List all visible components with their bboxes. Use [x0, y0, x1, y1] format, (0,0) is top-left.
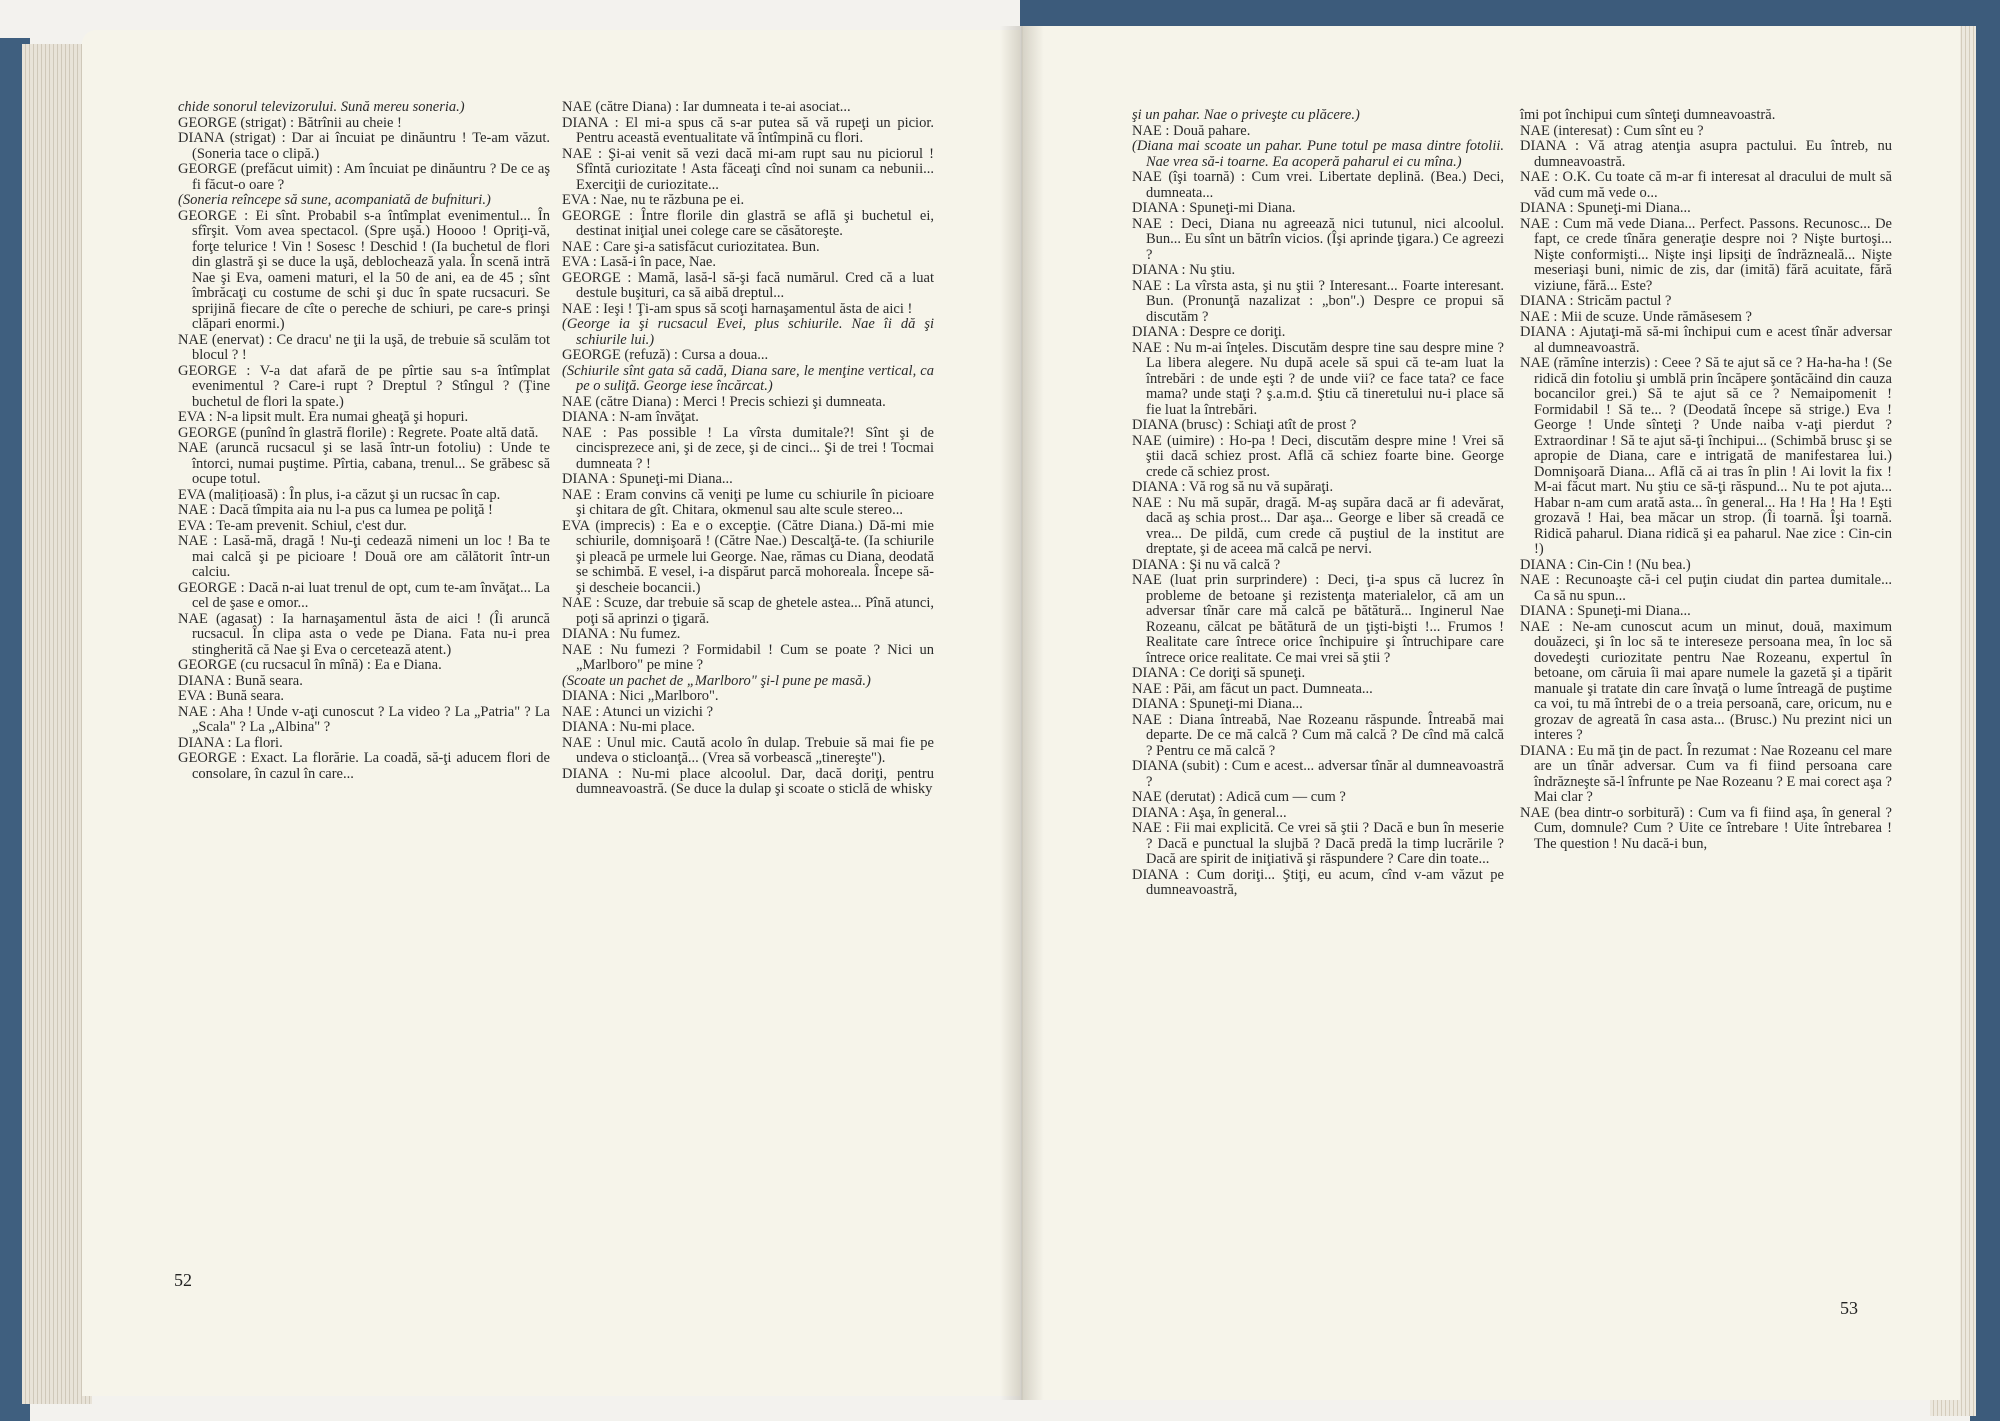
- text-paragraph: DIANA : Şi nu vă calcă ?: [1132, 556, 1281, 573]
- text-paragraph: NAE : Şi-ai venit să vezi dacă mi-am rupt sau nu piciorul ! Sfîntă curiozitate ! Asta făceaţi cînd noi sunam ca nebunii... Exerciţii de curiozitate...: [562, 145, 934, 193]
- text-paragraph: GEORGE (refuză) : Cursa a doua...: [562, 347, 769, 363]
- text-paragraph: NAE : La vîrsta asta, şi nu ştii ? Interesant... Foarte interesant. Bun. (Pronunţă nazalizat : „bon".) Despre ce propui să discutăm ?: [1132, 277, 1504, 325]
- text-paragraph: EVA : Lasă-i în pace, Nae.: [562, 254, 716, 270]
- text-paragraph: NAE (derutat) : Adică cum — cum ?: [1132, 789, 1346, 805]
- text-paragraph: DIANA : Stricăm pactul ?: [1520, 293, 1672, 309]
- text-paragraph: NAE : Nu fumezi ? Formidabil ! Cum se poate ? Nici un „Marlboro" pe mine ?: [562, 641, 934, 673]
- text-paragraph: NAE : Fii mai explicită. Ce vrei să ştii ? Dacă e bun în meserie ? Dacă e punctual la slujbă ? Dacă predă la timp lucrările ? Dacă are spirit de iniţiativă şi răspundere ? Care din toate...: [1132, 820, 1504, 867]
- text-paragraph: DIANA : Bună seara.: [178, 672, 303, 689]
- text-paragraph: NAE : Unul mic. Caută acolo în dulap. Trebuie să mai fie pe undeva o sticloanţă... (Vrea să vorbească „tinereşte").: [562, 734, 934, 766]
- text-paragraph: NAE (către Diana) : Merci ! Precis schiezi şi dumneata.: [562, 393, 886, 410]
- text-paragraph: DIANA : Vă atrag atenţia asupra pactului. Eu întreb, nu dumneavoastră.: [1520, 138, 1892, 170]
- text-paragraph: NAE : Aha ! Unde v-aţi cunoscut ? La video ? La „Patria" ? La „Scala" ? La „Albina" ?: [178, 703, 550, 735]
- text-paragraph: NAE (rămîne interzis) : Ceee ? Să te ajut să ce ? Ha-ha-ha ! (Se ridică din fotoliu şi umblă prin încăpere şontăcăind din cauza bocancilor grei.) Să te ajut să ce ? Nemaipomenit ! Formidabil ! Să te... ? (Deodată începe să strige.) Eva ! George ! Unde sînteţi ? Unde naiba v-aţi pierdut ? Extraordinar ! Să te ajut să-ţi închipui... (Schimbă brusc şi se apropie de Diana, care e intrigată de manifestarea lui.) Domnişoară Diana... Află că ai tras în plin ! Ai lovit la fix ! M-ai făcut mart. Nu ştiu ce să-ţi răspund... Nu te pot ajuta... Habar n-am cum arată asta... în general... Ha ! Ha ! Ha ! Eşti grozavă ! Hai, bea măcar un strop. (Îi toarnă. Îşi toarnă. Ridică paharul. Diana ridică şi ea paharul. Nae zice : Cin-cin !): [1520, 355, 1892, 557]
- text-paragraph: DIANA (strigat) : Dar ai încuiat pe dinăuntru ! Te-am văzut. (Soneria tace o clipă.): [178, 130, 550, 162]
- text-paragraph: EVA (malițioasă) : În plus, i-a căzut şi un rucsac în cap.: [178, 486, 501, 503]
- text-paragraph: EVA : Nae, nu te răzbuna pe ei.: [562, 192, 745, 208]
- left-page-column-1: [178, 100, 550, 782]
- text-paragraph: GEORGE : Ei sînt. Probabil s-a întîmplat evenimentul... În sfîrşit. Vom avea spectacol. (Spre uşă.) Hoooo ! Opriţi-vă, forţe telurice ! Vin ! Sosesc ! Deschid ! (Ia buchetul de flori din glastră şi se duce la uşă, deblochează yala. În scenă intră Nae şi Eva, oameni maturi, el la 50 de ani, ea de 45 ; sînt îmbrăcaţi cu costume de schi şi duc în spate rucsacuri. Se sprijină fiecare de cîte o pereche de schiuri, pe care-s prinşi clăpari enormi.): [178, 207, 550, 332]
- text-paragraph: GEORGE : Între florile din glastră se află şi buchetul ei, destinat iniţial unei colege care se căsătoreşte.: [562, 207, 934, 239]
- text-paragraph: DIANA (subit) : Cum e acest... adversar tînăr al dumneavoastră ?: [1132, 758, 1504, 790]
- text-paragraph: DIANA : Ce doriţi să spuneţi.: [1132, 665, 1306, 681]
- text-paragraph: NAE (bea dintr-o sorbitură) : Cum va fi fiind aşa, în general ? Cum, domnule? Cum ? Uite ce întrebare ! Uite întrebarea ! The question ! Nu dacă-i bun,: [1520, 804, 1892, 852]
- text-paragraph: NAE : Cum mă vede Diana... Perfect. Passons. Recunosc... De fapt, ce crede tînăra generaţie despre noi ? Nişte burtoşi... Nişte conformişti... Nişte inşi lipsiţi de îndrăzneală... Nişte meseriaşi buni, nimic de zis, dar (imită) fără acuitate, fără viziune, fără... Este?: [1520, 215, 1892, 294]
- text-paragraph: NAE : Două pahare.: [1132, 122, 1251, 139]
- text-paragraph: NAE : O.K. Cu toate că m-ar fi interesat al dracului de mult să văd cum mă vede o...: [1520, 169, 1892, 201]
- text-paragraph: DIANA : Cum doriţi... Ştiţi, eu acum, cînd v-am văzut pe dumneavoastră,: [1132, 866, 1504, 898]
- text-paragraph: DIANA : Spuneţi-mi Diana...: [1520, 603, 1691, 619]
- text-paragraph: GEORGE (strigat) : Bătrînii au cheie !: [178, 114, 402, 131]
- text-paragraph: NAE (îşi toarnă) : Cum vrei. Libertate deplină. (Bea.) Deci, dumneata...: [1132, 169, 1504, 201]
- text-paragraph: DIANA : Nu ştiu.: [1132, 262, 1236, 278]
- text-paragraph: (Diana mai scoate un pahar. Pune totul pe masa dintre fotolii. Nae vrea să-i toarne. Ea acoperă paharul ei cu mîna.): [1132, 138, 1504, 170]
- text-paragraph: NAE (enervat) : Ce dracu' ne ţii la uşă, de trebuie să sculăm tot blocul ? !: [178, 331, 550, 363]
- text-paragraph: DIANA : N-am învăţat.: [562, 409, 699, 425]
- text-paragraph: (Scoate un pachet de „Marlboro" şi-l pune pe masă.): [562, 672, 871, 689]
- top-cover-edge: [1020, 0, 2000, 26]
- text-paragraph: şi un pahar. Nae o priveşte cu plăcere.): [1132, 107, 1360, 123]
- text-paragraph: NAE : Scuze, dar trebuie să scap de ghetele astea... Pînă atunci, poţi să aprinzi o ţigară.: [562, 595, 934, 627]
- text-paragraph: NAE (către Diana) : Iar dumneata i te-ai asociat...: [562, 99, 851, 115]
- text-paragraph: GEORGE : Mamă, lasă-l să-şi facă numărul. Cred că a luat destule buşituri, ca să aibă dreptul...: [562, 269, 934, 301]
- text-paragraph: NAE : Diana întreabă, Nae Rozeanu răspunde. Întreabă mai departe. De ce mă calcă ? Cum mă calcă ? De cînd mă calcă ? Pentru ce mă calcă ?: [1132, 711, 1504, 759]
- text-paragraph: DIANA : La flori.: [178, 734, 283, 751]
- text-paragraph: DIANA : Eu mă ţin de pact. În rezumat : Nae Rozeanu cel mare are un tînăr adversar. Cum va fi fiind persoana care îndrăzneşte să-l înfrunte pe Nae Rozeanu ? E mai corect aşa ? Mai clar ?: [1520, 742, 1892, 805]
- text-paragraph: EVA : Te-am prevenit. Schiul, c'est dur.: [178, 517, 407, 534]
- text-paragraph: DIANA : Spuneţi-mi Diana...: [1132, 696, 1303, 712]
- page-number-left: 52: [174, 1270, 192, 1290]
- text-paragraph: NAE : Lasă-mă, dragă ! Nu-ţi cedează nimeni un loc ! Ba te mai calcă şi pe picioare ! Două ore am călătorit într-un calciu.: [178, 533, 550, 580]
- text-paragraph: EVA : N-a lipsit mult. Era numai gheaţă şi hopuri.: [178, 409, 469, 425]
- text-paragraph: GEORGE (cu rucsacul în mînă) : Ea e Diana.: [178, 657, 442, 673]
- text-paragraph: (Soneria reîncepe să sune, acompaniată de bufnituri.): [178, 192, 491, 208]
- book-gutter: [1000, 26, 1044, 1400]
- left-page: [82, 30, 1020, 1396]
- text-paragraph: (George ia şi rucsacul Evei, plus schiurile. Nae îi dă şi schiurile lui.): [562, 316, 934, 348]
- text-paragraph: DIANA : Cin-Cin ! (Nu bea.): [1520, 556, 1691, 573]
- text-paragraph: DIANA : Spuneţi-mi Diana.: [1132, 200, 1296, 216]
- text-paragraph: DIANA : Spuneţi-mi Diana...: [562, 471, 733, 487]
- text-paragraph: EVA : Bună seara.: [178, 688, 285, 704]
- text-paragraph: DIANA : Despre ce doriţi.: [1132, 324, 1286, 340]
- text-paragraph: NAE : Ieşi ! Ţi-am spus să scoţi harnaşamentul ăsta de aici !: [562, 300, 913, 317]
- text-paragraph: NAE : Care şi-a satisfăcut curiozitatea. Bun.: [562, 238, 820, 255]
- text-paragraph: NAE : Eram convins că veniţi pe lume cu schiurile în picioare şi chitara de gît. Chitara, okmenul sau alte scule stereo...: [562, 486, 934, 518]
- text-paragraph: DIANA : Aşa, în general...: [1132, 804, 1287, 821]
- right-page: [1022, 26, 1960, 1400]
- text-paragraph: DIANA : Nu fumez.: [562, 626, 681, 642]
- text-paragraph: DIANA : Ajutaţi-mă să-mi închipui cum e acest tînăr adversar al dumneavoastră.: [1520, 324, 1892, 356]
- text-paragraph: NAE (interesat) : Cum sînt eu ?: [1520, 122, 1704, 139]
- text-paragraph: DIANA : Nu-mi place alcoolul. Dar, dacă doriţi, pentru dumneavoastră. (Se duce la dulap şi scoate o sticlă de whisky: [562, 765, 934, 797]
- text-paragraph: NAE (uimire) : Ho-pa ! Deci, discutăm despre mine ! Vrei să ştii dacă schiez prost. Află că schiez foarte bine. George crede că schiez prost.: [1132, 432, 1504, 480]
- text-paragraph: EVA (imprecis) : Ea e o excepţie. (Către Diana.) Dă-mi mie schiurile, domnişoară ! (Către Nae.) Descalţă-te. (Ia schiurile şi pleacă pe urmele lui George. Nae, rămas cu Diana, deodată se schimbă. E vesel, i-a dispărut parcă mohoreala. Începe să-şi descheie bocancii.): [562, 517, 934, 596]
- text-paragraph: DIANA : El mi-a spus că s-ar putea să vă rupeţi un picior. Pentru această eventualitate vă întîmpină cu flori.: [562, 114, 934, 146]
- text-paragraph: GEORGE : Exact. La florărie. La coadă, să-ţi aducem flori de consolare, în cazul în care...: [178, 750, 550, 782]
- text-paragraph: NAE : Dacă tîmpita aia nu l-a pus ca lumea pe poliţă !: [178, 502, 493, 518]
- text-paragraph: GEORGE (punînd în glastră florile) : Regrete. Poate altă dată.: [178, 424, 539, 441]
- text-paragraph: GEORGE (prefăcut uimit) : Am încuiat pe dinăuntru ? De ce aş fi făcut-o oare ?: [178, 161, 550, 193]
- text-paragraph: NAE : Recunoaşte că-i cel puţin ciudat din partea dumitale... Ca să nu spun...: [1520, 572, 1892, 604]
- text-paragraph: DIANA : Nu-mi place.: [562, 719, 695, 735]
- text-paragraph: NAE : Pas possible ! La vîrsta dumitale?! Sînt şi de cincisprezece ani, şi de zece, şi de cinci... Şi de trei ! Tocmai dumneata ? !: [562, 424, 934, 472]
- text-paragraph: NAE : Nu m-ai înţeles. Discutăm despre tine sau despre mine ? La libera alegere. Nu după acele să spui că te-am luat la întrebări : de unde eşti ? de unde vii? ce face tata? ce face mama? unde staţi ? ş.a.m.d. Ştiu că tineretului nu-i place să fie luat la întrebări.: [1132, 339, 1504, 418]
- text-paragraph: GEORGE : Dacă n-ai luat trenul de opt, cum te-am învăţat... La cel de şase e omor...: [178, 579, 550, 611]
- text-paragraph: NAE (luat prin surprindere) : Deci, ţi-a spus că lucrez în probleme de betoane şi rezistenţa materialelor, că am un adversar tînăr care mă calcă pe bătătură... Inginerul Nae Rozeanu, călcat pe bătătură de un ţişti-bişti !... Frumos ! Realitate care întrece orice închipuire şi întruchipare care întrece orice realitate. Ce mai vrei să ştii ?: [1132, 572, 1504, 666]
- text-paragraph: DIANA : Nici „Marlboro".: [562, 688, 719, 704]
- text-paragraph: DIANA : Vă rog să nu vă supăraţi.: [1132, 479, 1334, 495]
- right-page-column-2: [1520, 108, 1892, 852]
- text-paragraph: DIANA (brusc) : Schiaţi atît de prost ?: [1132, 417, 1357, 433]
- text-paragraph: NAE : Nu mă supăr, dragă. M-aş supăra dacă ar fi adevărat, dacă aş schia prost... Dar aşa... George e liber să creadă ce vrea... De pildă, cum crede că puştiul de la institut are dreptate, şi de aceea mă calcă pe nervi.: [1132, 494, 1504, 557]
- text-paragraph: chide sonorul televizorului. Sună mereu soneria.): [178, 99, 465, 115]
- text-paragraph: îmi pot închipui cum sînteţi dumneavoastră.: [1520, 107, 1776, 123]
- text-paragraph: (Schiurile sînt gata să cadă, Diana sare, le menţine vertical, ca pe o suliţă. George iese încărcat.): [562, 362, 934, 394]
- text-paragraph: NAE : Mii de scuze. Unde rămăsesem ?: [1520, 308, 1752, 325]
- text-paragraph: NAE (agasat) : Ia harnaşamentul ăsta de aici ! (Îi aruncă rucsacul. În clipa asta o vede pe Diana. Fata nu-i prea stingherită că Nae şi Eva o cercetează atent.): [178, 610, 550, 658]
- text-paragraph: NAE : Atunci un vizichi ?: [562, 703, 714, 720]
- text-paragraph: GEORGE : V-a dat afară de pe pîrtie sau s-a întîmplat evenimentul ? Care-i rupt ? Dreptul ? Stîngul ? (Ţine buchetul de flori la spate.): [178, 362, 550, 410]
- text-paragraph: DIANA : Spuneţi-mi Diana...: [1520, 200, 1691, 216]
- right-page-column-1: [1132, 108, 1504, 899]
- text-paragraph: NAE : Păi, am făcut un pact. Dumneata...: [1132, 680, 1373, 697]
- left-page-column-2: [562, 100, 934, 798]
- text-paragraph: NAE (aruncă rucsacul şi se lasă într-un fotoliu) : Unde te întorci, numai puştime. Pîrtia, cabana, trenul... Se grăbesc să ocupe totul.: [178, 440, 550, 487]
- page-number-right: 53: [1840, 1298, 1858, 1318]
- text-paragraph: NAE : Deci, Diana nu agreează nici tutunul, nici alcoolul. Bun... Eu sînt un bătrîn vicios. (Îşi aprinde ţigara.) Ce agreezi ?: [1132, 215, 1504, 263]
- text-paragraph: NAE : Ne-am cunoscut acum un minut, două, maximum douăzeci, şi în loc să te intereseze persoana mea, în loc să dovedeşti curiozitate pentru Nae Rozeanu, expertul în betoane, om căruia îi mai apare numele la gazetă şi a tipărit manuale şi tratate din care învaţă o lume întreagă de puştime ca voi, tu mă întrebi de o a treia persoană, care, oricum, nu e grozav de agreată în casa asta... (Brusc.) Nu prezint nici un interes ?: [1520, 618, 1892, 743]
